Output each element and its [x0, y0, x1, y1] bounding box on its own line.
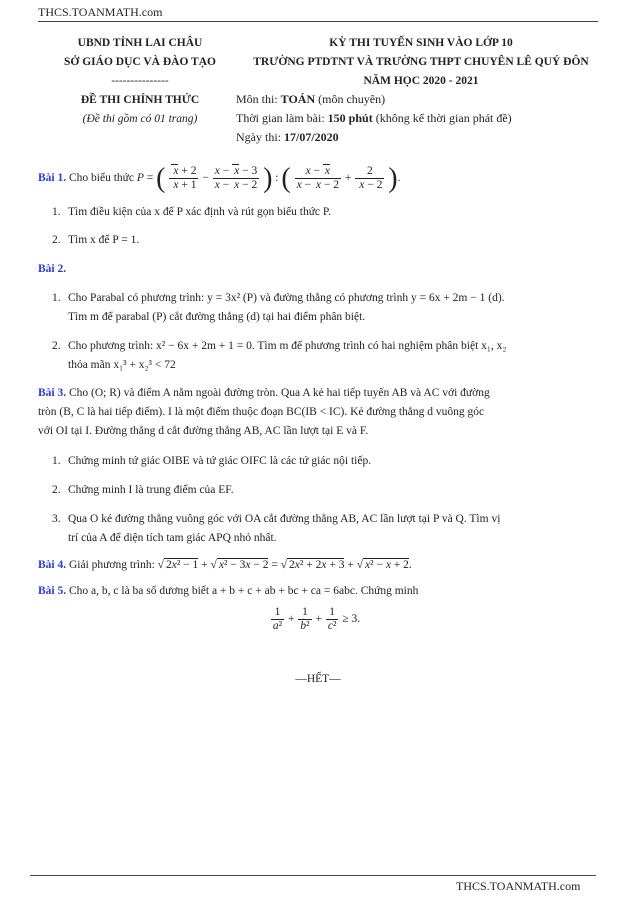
problem-2-label: Bài 2. [38, 263, 67, 275]
problem-4: Bài 4. Giải phương trình: √ 2x² − 1 + √ x² − 3x − 2 = √ 2x² + 2x + 3 + √ x² − x + 2. [38, 559, 412, 571]
school-name: TRƯỜNG PTDTNT VÀ TRƯỜNG THPT CHUYÊN LÊ QUÝ ĐÔN [253, 56, 589, 68]
problem-3-item-2: 2. Chứng minh I là trung điểm của EF. [52, 484, 234, 496]
inequality-5: $\frac{1}{\text{a²}}$ + $\frac{1}{\text{b²}}$ + $\frac{1}{\text{c²}}$ ≥ 3. [272, 606, 361, 632]
time-line: Thời gian làm bài: 150 phút (không kể thời gian phát đề) [236, 111, 512, 125]
problem-1-label: Bài 1. [38, 172, 67, 184]
date-line: Ngày thi: 17/07/2020 [236, 130, 339, 144]
exam-title: KỲ THI TUYỂN SINH VÀO LỚP 10 [329, 37, 513, 49]
expression-P: P = ( $\frac{x + 2}{x + 1}$ − $\frac{x - x - 3}{x - x - 2}$ ) : ( $\frac{x - x}{x - x - 2}$ + $\frac{2}{x - 2}$ ). [136, 162, 401, 194]
problem-1-item-1: 1. Tìm điều kiện của x để P xác định và rút gọn biểu thức P. [52, 206, 331, 218]
site-footer-label: THCS.TOANMATH.com [456, 879, 581, 893]
subject-line: Môn thi: TOÁN (môn chuyên) [236, 92, 386, 106]
problem-1 [38, 160, 600, 196]
problem-1-item-2: 2. Tìm x để P = 1. [52, 234, 140, 246]
problem-1-intro: Cho biểu thức [69, 172, 135, 184]
equation-4: √ 2x² − 1 + √ x² − 3x − 2 = √ 2x² + 2x + 3 + √ x² − x + 2. [157, 559, 412, 571]
problem-5: Bài 5. Cho a, b, c là ba số dương biết a + b + c + ab + bc + ca = 6abc. Chứng minh [38, 585, 419, 597]
header-divider: --------------- [111, 75, 169, 87]
official-exam-label: ĐỀ THI CHÍNH THỨC [80, 94, 200, 106]
problem-4-label: Bài 4. [38, 559, 67, 571]
page-count-note: (Đề thi gồm có 01 trang) [82, 113, 198, 125]
end-marker: —HẾT— [295, 673, 341, 685]
problem-5-label: Bài 5. [38, 585, 67, 597]
problem-2-item-2: 2. Cho phương trình: x² − 6x + 2m + 1 = 0. Tìm m để phương trình có hai nghiệm phân biệt x₁, x₂ thỏa mãn x₁³ + x₂³ < 72 [52, 340, 507, 371]
bottom-rule [30, 875, 596, 876]
school-year: NĂM HỌC 2020 - 2021 [363, 75, 479, 87]
problem-3-label: Bài 3. [38, 387, 67, 399]
authority-name: UBND TỈNH LAI CHÂU [77, 37, 203, 49]
department-name: SỞ GIÁO DỤC VÀ ĐÀO TẠO [64, 56, 216, 68]
problem-3-item-3: 3. Qua O kẻ đường thẳng vuông góc với OA cắt đường thẳng AB, AC lần lượt tại P và Q. Tìm vị trí của A để diện tích tam giác APQ nhỏ nhất. [52, 513, 501, 544]
top-rule [38, 21, 598, 22]
header-left [40, 34, 240, 129]
problem-2-item-1: 1. Cho Parabal có phương trình: y = 3x² (P) và đường thẳng có phương trình y = 6x + 2m − 1 (d). Tìm m để parabal (P) cắt đường thẳng (d) tại hai điểm phân biệt. [52, 292, 505, 323]
header-right [236, 34, 606, 91]
problem-3: Bài 3. Cho (O; R) và điểm A nằm ngoài đường tròn. Qua A kẻ hai tiếp tuyến AB và AC với đường tròn (B, C là hai tiếp điểm). I là một điểm thuộc đoạn BC(IB < IC). Kẻ đường thẳng d vuông góc với OI tại I. Đường thẳng d cắt đường thẳng AB, AC lần lượt tại E và F. [38, 387, 490, 437]
problem-2 [38, 260, 600, 279]
problem-3-item-1: 1. Chứng minh tứ giác OIBE và tứ giác OIFC là các tứ giác nội tiếp. [52, 455, 372, 467]
site-header-label: THCS.TOANMATH.com [38, 5, 163, 19]
